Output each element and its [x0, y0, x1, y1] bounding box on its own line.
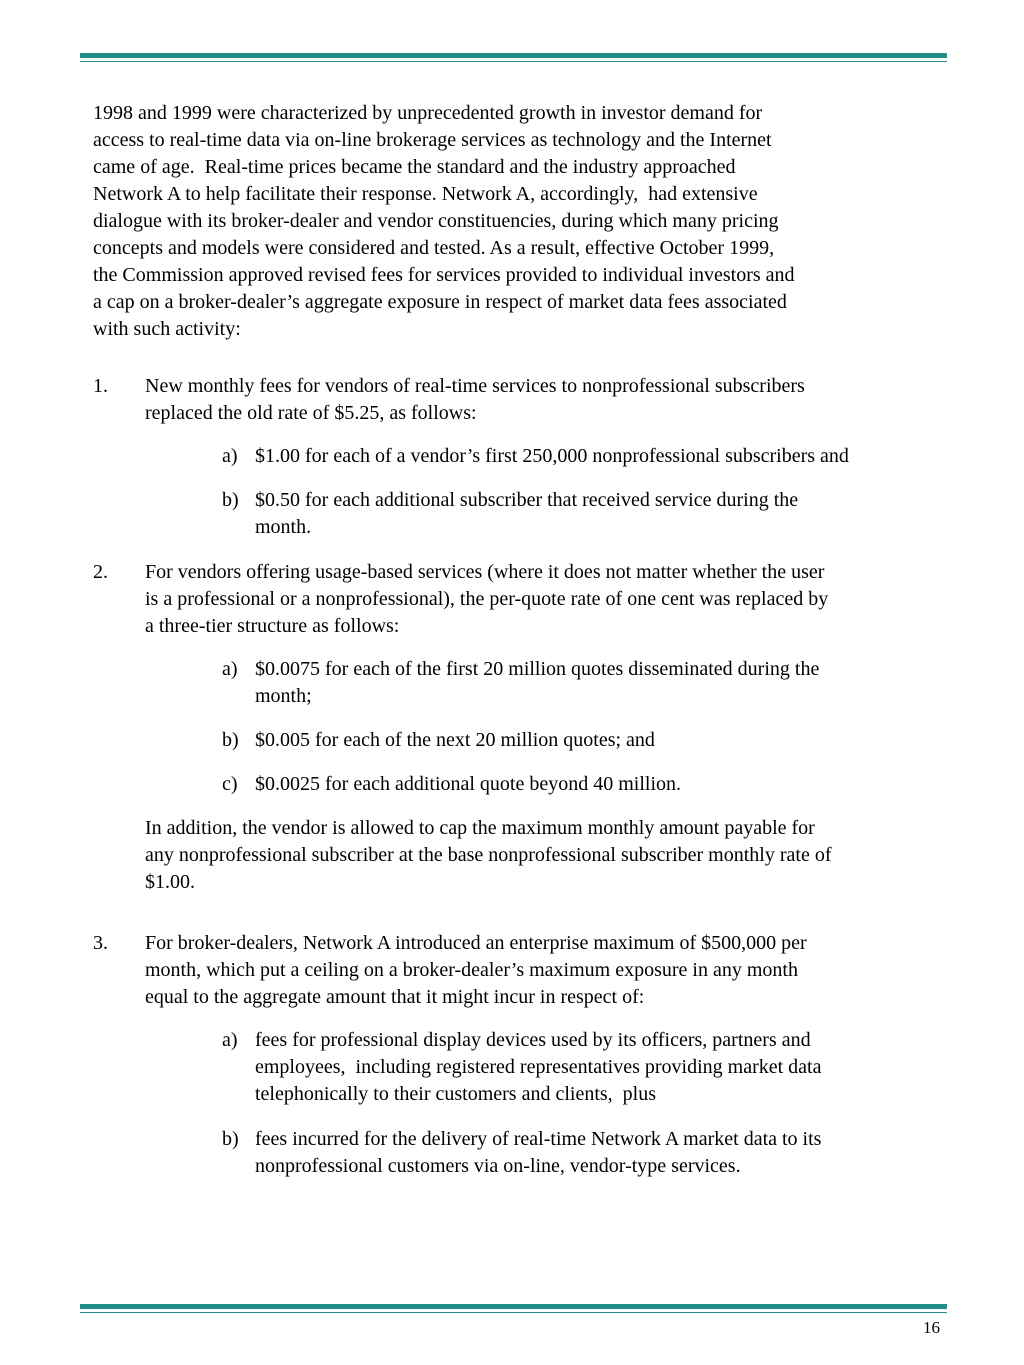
item-number: 2. — [93, 561, 108, 583]
item-text: For vendors offering usage-based services (where it does not matter whether the user is a professional or a nonprofessional), the per-quote rate of one cent was replaced by a three-tier structure as follows: — [145, 561, 829, 637]
sub-item-letter: b) — [222, 1128, 239, 1150]
footer-rule — [80, 1304, 947, 1313]
page-number: 16 — [923, 1318, 940, 1337]
header-rule — [80, 53, 947, 62]
sub-item-letter: b) — [222, 489, 239, 511]
sub-item-text: fees incurred for the delivery of real-time Network A market data to its nonprofessional customers via on-line, vendor-type services. — [255, 1128, 822, 1177]
sub-item-text: $0.50 for each additional subscriber that received service during the month. — [255, 489, 799, 538]
sub-item-letter: a) — [222, 658, 238, 680]
sub-item-letter: b) — [222, 729, 239, 751]
sub-item-letter: c) — [222, 773, 238, 795]
sub-item-letter: a) — [222, 1029, 238, 1051]
sub-item-text: $0.005 for each of the next 20 million quotes; and — [255, 729, 655, 751]
sub-item-text: $0.0025 for each additional quote beyond 40 million. — [255, 773, 682, 795]
item-text: New monthly fees for vendors of real-time services to nonprofessional subscribers replaced the old rate of $5.25, as follows: — [145, 375, 805, 424]
item-addendum: In addition, the vendor is allowed to cap the maximum monthly amount payable for any nonprofessional subscriber at the base nonprofessional subscriber monthly rate of $1.00. — [145, 817, 832, 893]
sub-item-text: $1.00 for each of a vendor’s first 250,000 nonprofessional subscribers and — [255, 445, 849, 467]
intro-paragraph: 1998 and 1999 were characterized by unprecedented growth in investor demand for access to real-time data via on-line brokerage services as technology and the Internet came of age. Real-time prices became the standard and the industry approached Network A to help facilitate their response. Network A, accordingly, had extensive dialogue with its broker-dealer and vendor constituencies, during which many pricing concepts and models were considered and tested. As a result, effective October 1999, the Commission approved revised fees for services provided to individual investors and a cap on a broker-dealer’s aggregate exposure in respect of market data fees associated with such activity: — [93, 102, 795, 340]
item-text: For broker-dealers, Network A introduced an enterprise maximum of $500,000 per month, which put a ceiling on a broker-dealer’s maximum exposure in any month equal to the aggregate amount that it might incur in respect of: — [145, 932, 807, 1008]
item-number: 3. — [93, 932, 108, 954]
sub-item-letter: a) — [222, 445, 238, 467]
item-number: 1. — [93, 375, 108, 397]
sub-item-text: fees for professional display devices used by its officers, partners and employees, including registered representatives providing market data telephonically to their customers and clients, plus — [255, 1029, 822, 1105]
sub-item-text: $0.0075 for each of the first 20 million quotes disseminated during the month; — [255, 658, 820, 707]
